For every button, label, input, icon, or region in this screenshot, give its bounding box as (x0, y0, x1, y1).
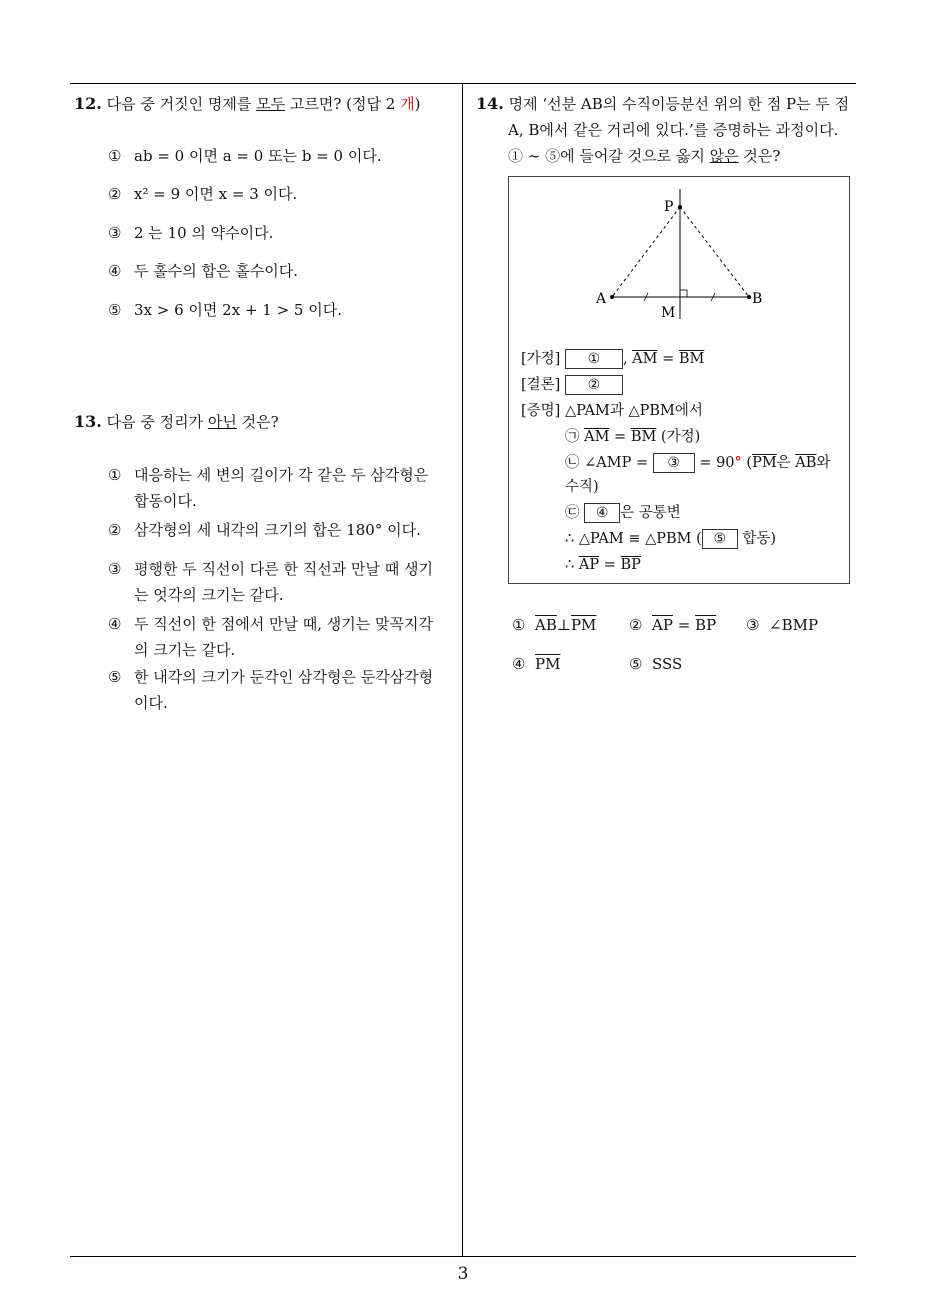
option-text: 한 내각의 크기가 둔각인 삼각형은 둔각삼각형 (134, 668, 434, 686)
option-1[interactable] (108, 462, 448, 514)
segment-label: $\overline{PM}$ (535, 655, 561, 673)
option-text: x² = 9 이면 x = 3 이다. (134, 185, 298, 203)
label-a: A (596, 291, 607, 307)
option-4[interactable] (108, 611, 448, 663)
option-mark: ④ (108, 615, 122, 633)
proof-text: , (622, 351, 633, 367)
option-1[interactable] (512, 613, 596, 637)
question-number: 13. (74, 412, 102, 431)
segment-label: $\overline{BP}$ (620, 557, 641, 573)
option-text: ab = 0 이면 a = 0 또는 b = 0 이다. (134, 147, 382, 165)
option-mark: ② (108, 521, 122, 539)
option-text: 평행한 두 직선이 다른 한 직선과 만날 때 생기 (134, 560, 433, 578)
option-text: 는 엇각의 크기는 같다. (134, 586, 284, 604)
question-12-header (74, 91, 420, 117)
label-p: P (664, 199, 674, 215)
option-text: 두 홀수의 합은 홀수이다. (134, 262, 298, 280)
question-text: A, B에서 같은 거리에 있다.’를 증명하는 과정이다. (508, 121, 839, 139)
segment-label: $\overline{AB}$ (795, 455, 817, 471)
proof-text: ( (741, 455, 753, 471)
conclusion-line (521, 373, 623, 397)
question-text: 다음 중 거짓인 명제를 (106, 95, 257, 113)
option-text: 합동이다. (134, 492, 197, 510)
proof-text: ∴ △PAM ≡ △PBM ( (565, 531, 702, 547)
option-mark: ④ (512, 655, 526, 673)
question-text: 것은? (738, 147, 781, 165)
option-text: 두 직선이 한 점에서 만날 때, 생기는 맞꼭지각 (134, 615, 433, 633)
option-mark: ① (512, 616, 526, 634)
segment-label: $\overline{BM}$ (678, 351, 705, 367)
option-text: 2 는 10 의 약수이다. (134, 224, 274, 242)
option-5[interactable] (108, 297, 342, 323)
proof-text: = (657, 351, 679, 367)
option-text: 삼각형의 세 내각의 크기의 합은 180° 이다. (134, 521, 421, 539)
proof-step-5 (565, 553, 641, 577)
option-1[interactable] (108, 143, 382, 169)
option-mark: ② (108, 185, 122, 203)
proof-text: = (609, 429, 631, 445)
proof-text: = 90 (694, 455, 735, 471)
option-text: ⊥ (556, 616, 571, 634)
proof-step-2 (565, 451, 830, 475)
option-2[interactable] (108, 181, 297, 207)
bottom-rule (70, 1256, 856, 1257)
proof-text: 합동) (737, 531, 777, 547)
proof-text: 와 (816, 455, 831, 471)
step-mark: ㉢ (565, 505, 580, 521)
question-13-header (74, 409, 279, 435)
proof-step-2-cont (565, 475, 599, 499)
option-mark: ① (108, 147, 122, 165)
option-2[interactable] (108, 517, 421, 543)
option-mark: ③ (746, 616, 760, 634)
segment-label: $\overline{BP}$ (695, 616, 717, 634)
option-mark: ④ (108, 262, 122, 280)
question-text: 고르면? (정답 2 (285, 95, 396, 113)
segment-label: $\overline{AP}$ (652, 616, 673, 634)
segment-label: $\overline{PM}$ (570, 616, 597, 634)
point-p (678, 205, 682, 209)
proof-label: [증명] (521, 403, 561, 419)
proof-text: 수직) (565, 479, 599, 495)
option-mark: ② (629, 616, 643, 634)
option-5[interactable] (629, 652, 682, 676)
question-number: 12. (74, 94, 102, 113)
question-text: 명제 ‘선분 AB의 수직이등분선 위의 한 점 P는 두 점 (508, 95, 850, 113)
proof-text: △PAM과 △PBM에서 (564, 403, 703, 419)
point-b (747, 295, 751, 299)
degree-symbol: ° (734, 455, 742, 471)
top-rule (70, 83, 856, 84)
blank-box-1: ① (565, 349, 623, 369)
question-14-header (476, 91, 861, 169)
option-text: 이다. (134, 694, 168, 712)
question-text: ) (414, 95, 421, 113)
label-b: B (752, 291, 763, 307)
option-mark: ⑤ (629, 655, 643, 673)
segment-label: $\overline{BM}$ (630, 429, 657, 445)
option-text: 대응하는 세 변의 길이가 각 같은 두 삼각형은 (134, 466, 429, 484)
proof-box (508, 176, 850, 584)
segment-label: $\overline{AP}$ (578, 557, 600, 573)
option-5[interactable] (108, 664, 448, 716)
blank-box-5: ⑤ (702, 529, 738, 549)
point-a (610, 295, 614, 299)
option-text: 의 크기는 같다. (134, 641, 236, 659)
option-text: ∠BMP (769, 616, 819, 634)
option-mark: ⑤ (108, 668, 122, 686)
proof-text: ∴ (565, 557, 579, 573)
segment-pa (612, 207, 680, 297)
proof-text: 은 (776, 455, 796, 471)
proof-step-4 (565, 527, 776, 551)
right-angle-mark (680, 290, 687, 297)
option-mark: ⑤ (108, 301, 122, 319)
segment-pb (680, 207, 749, 297)
segment-label: $\overline{AB}$ (535, 616, 557, 634)
blank-box-3: ③ (653, 453, 695, 473)
option-4[interactable] (512, 652, 560, 676)
answer-count-unit: 개 (400, 95, 415, 113)
blank-box-2: ② (565, 375, 623, 395)
segment-label: $\overline{AM}$ (632, 351, 658, 367)
option-text: = (672, 616, 696, 634)
proof-text: = (599, 557, 621, 573)
hypothesis-line (521, 347, 704, 371)
hypothesis-label: [가정] (521, 351, 561, 367)
column-divider (462, 83, 463, 1256)
option-2[interactable] (629, 613, 716, 637)
option-mark: ③ (108, 224, 122, 242)
proof-intro-line (521, 399, 703, 423)
page-number: 3 (457, 1264, 469, 1284)
emphasis-text: 아닌 (207, 413, 237, 431)
option-4[interactable] (108, 258, 298, 284)
option-text: SSS (652, 655, 683, 673)
step-mark: ㉠ (565, 429, 580, 445)
label-m: M (661, 305, 676, 321)
conclusion-label: [결론] (521, 377, 561, 393)
option-text: 3x > 6 이면 2x + 1 > 5 이다. (134, 301, 342, 319)
question-text: 다음 중 정리가 (106, 413, 208, 431)
option-3[interactable] (746, 613, 818, 637)
triangle-figure (509, 177, 849, 327)
emphasis-text: 모두 (256, 95, 286, 113)
option-3[interactable] (108, 556, 448, 608)
proof-step-1 (565, 425, 700, 449)
segment-label: $\overline{PM}$ (752, 455, 777, 471)
proof-step-3 (565, 501, 681, 525)
segment-label: $\overline{AM}$ (584, 429, 610, 445)
proof-text: 은 공통변 (620, 505, 681, 521)
step-mark: ㉡ (565, 455, 580, 471)
option-mark: ① (108, 466, 122, 484)
emphasis-text: 않은 (709, 147, 739, 165)
question-number: 14. (476, 94, 504, 113)
proof-text: (가정) (656, 429, 701, 445)
question-text: ① ~ ⑤에 들어갈 것으로 옳지 (508, 147, 710, 165)
option-mark: ③ (108, 560, 122, 578)
question-text: 것은? (236, 413, 279, 431)
blank-box-4: ④ (584, 503, 620, 523)
option-3[interactable] (108, 220, 273, 246)
proof-text: ∠AMP = (584, 455, 653, 471)
